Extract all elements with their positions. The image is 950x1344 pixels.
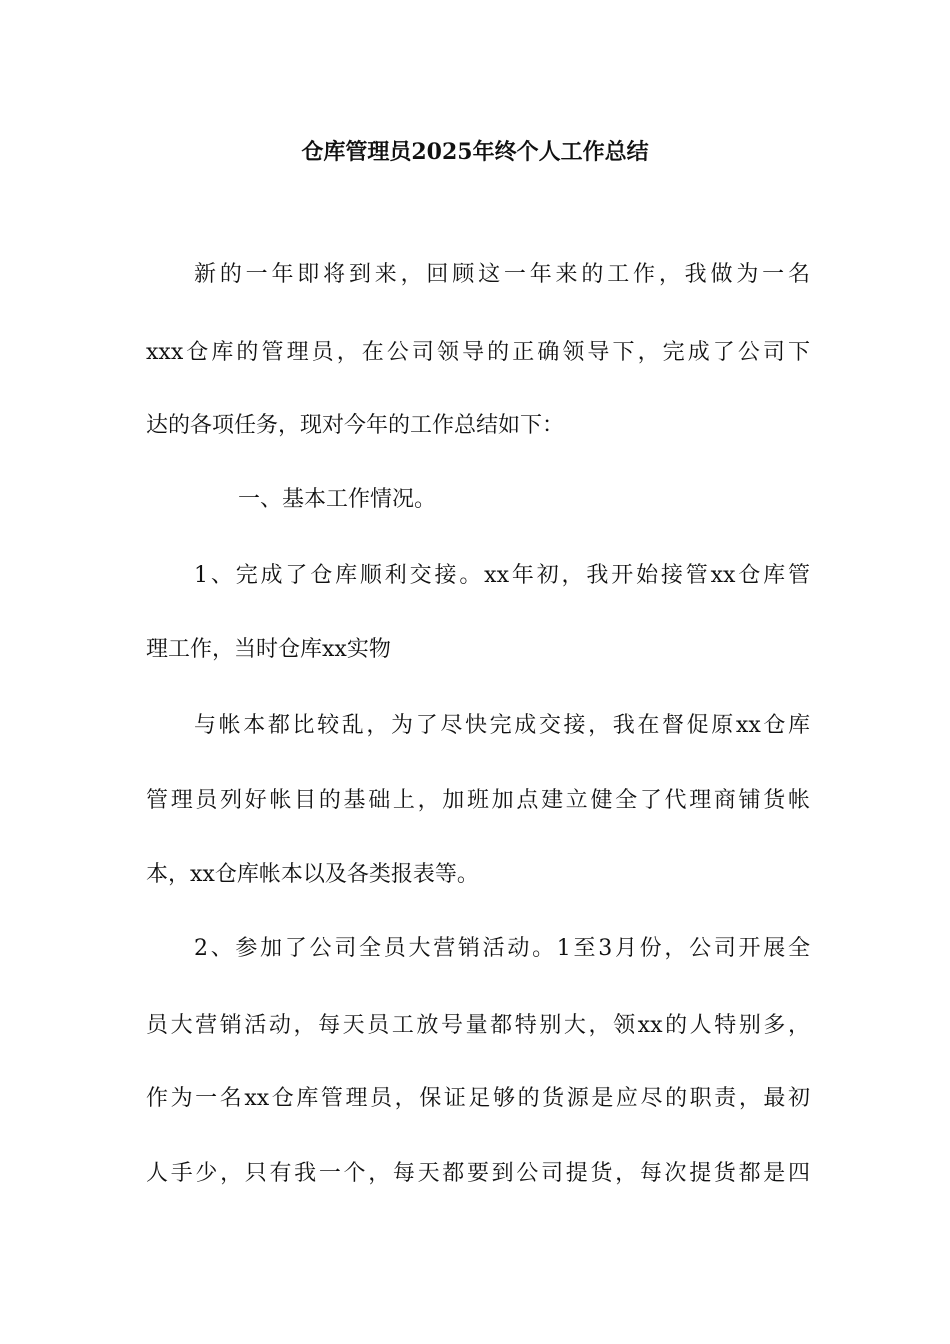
- paragraph-line: 作为一名xx仓库管理员，保证足够的货源是应尽的职责，最初: [146, 1086, 810, 1111]
- paragraph-line: 1、完成了仓库顺利交接。xx年初，我开始接管xx仓库管: [194, 563, 810, 588]
- paragraph-line: 新的一年即将到来，回顾这一年来的工作，我做为一名: [194, 262, 810, 287]
- paragraph-line: 达的各项任务，现对今年的工作总结如下：: [146, 413, 565, 438]
- paragraph-line: 2、参加了公司全员大营销活动。1至3月份，公司开展全: [194, 936, 810, 961]
- paragraph-line: 本，xx仓库帐本以及各类报表等。: [146, 862, 479, 887]
- document-title: 仓库管理员2025年终个人工作总结: [301, 139, 649, 165]
- paragraph-line: xxx仓库的管理员，在公司领导的正确领导下，完成了公司下: [146, 340, 810, 365]
- paragraph-line: 人手少，只有我一个，每天都要到公司提货，每次提货都是四: [146, 1161, 810, 1186]
- paragraph-line: 理工作，当时仓库xx实物: [146, 637, 391, 662]
- section-heading: 一、基本工作情况。: [238, 487, 437, 512]
- paragraph-line: 管理员列好帐目的基础上，加班加点建立健全了代理商铺货帐: [146, 788, 810, 813]
- paragraph-line: 与帐本都比较乱，为了尽快完成交接，我在督促原xx仓库: [194, 713, 810, 738]
- paragraph-line: 员大营销活动，每天员工放号量都特别大，领xx的人特别多，: [146, 1013, 810, 1038]
